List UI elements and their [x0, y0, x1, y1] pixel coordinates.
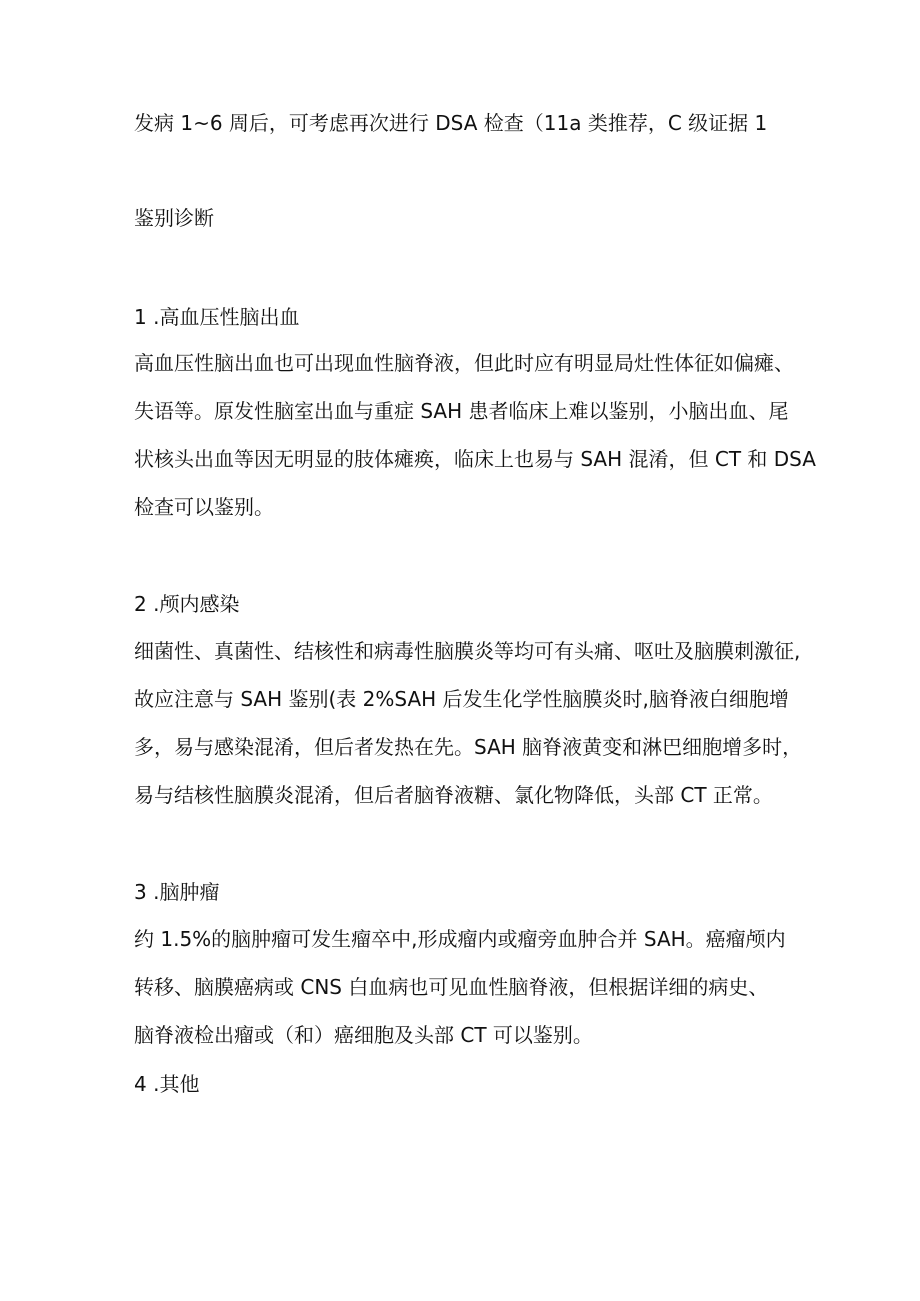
item-1-heading: 1 .高血压性脑出血: [134, 305, 300, 329]
item-2-line: 细菌性、真菌性、结核性和病毒性脑膜炎等均可有头痛、呕吐及脑膜刺激征,: [134, 639, 801, 663]
item-3-line: 转移、脑膜癌病或 CNS 白血病也可见血性脑脊液，但根据详细的病史、: [134, 975, 769, 999]
item-1-line: 检查可以鉴别。: [134, 495, 274, 519]
item-1-line: 失语等。原发性脑室出血与重症 SAH 患者临床上难以鉴别，小脑出血、尾: [134, 399, 789, 423]
item-2-line: 多，易与感染混淆，但后者发热在先。SAH 脑脊液黄变和淋巴细胞增多时，: [134, 735, 803, 759]
item-3-heading: 3 .脑肿瘤: [134, 880, 220, 904]
item-3-line: 脑脊液检出瘤或（和）癌细胞及头部 CT 可以鉴别。: [134, 1023, 593, 1047]
item-1-line: 状核头出血等因无明显的肢体瘫痪，临床上也易与 SAH 混淆，但 CT 和 DSA: [134, 447, 816, 471]
item-2-line: 易与结核性脑膜炎混淆，但后者脑脊液糖、氯化物降低，头部 CT 正常。: [134, 783, 773, 807]
item-4-heading: 4 .其他: [134, 1072, 200, 1096]
item-1-line: 高血压性脑出血也可出现血性脑脊液，但此时应有明显局灶性体征如偏瘫、: [134, 351, 794, 375]
item-2-heading: 2 .颅内感染: [134, 592, 240, 616]
section-title: 鉴别诊断: [134, 206, 214, 230]
intro-paragraph: 发病 1~6 周后，可考虑再次进行 DSA 检查（11a 类推荐，C 级证据 1: [134, 111, 768, 135]
item-2-line: 故应注意与 SAH 鉴别(表 2%SAH 后发生化学性脑膜炎时,脑脊液白细胞增: [134, 687, 789, 711]
item-3-line: 约 1.5%的脑肿瘤可发生瘤卒中,形成瘤内或瘤旁血肿合并 SAH。癌瘤颅内: [134, 927, 786, 951]
